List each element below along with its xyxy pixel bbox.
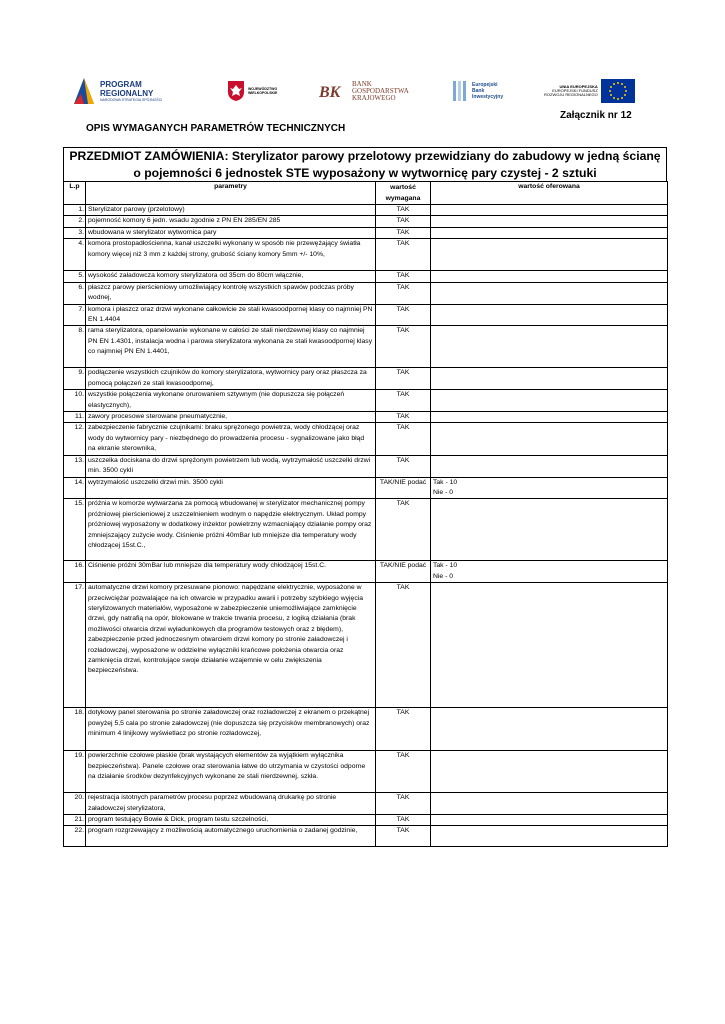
- row-offered-value[interactable]: [431, 271, 668, 282]
- row-number: 17.: [64, 583, 86, 708]
- row-required-value: TAK: [376, 412, 431, 423]
- logos-bar: [72, 72, 652, 110]
- table-row: [64, 368, 668, 390]
- row-offered-value[interactable]: [431, 368, 668, 390]
- row-offered-value[interactable]: [431, 304, 668, 326]
- table-row: [64, 583, 668, 708]
- row-parameter: rejestracja istotnych parametrów procesu poprzez wbudowaną drukarkę po stronie załadowczej sterylizatora,: [86, 793, 376, 815]
- header-required: wartość wymagana: [376, 182, 431, 205]
- row-parameter: automatyczne drzwi komory przesuwane pionowo: napędzane elektrycznie, wyposażone w przeciwciężar pozwalające na ich otwarcie w przypadku awarii i potrzeby szybkiego wyjęcia sterylizowanych materiałów, wyposażone w zabezpieczenie uniemożliwiające zamknięcie drzwi, gdy natrafią na opór, blokowane w trakcie trwania procesu, z logiką działania (brak możliwości otwarcia drzwi wyładunkowych dla programów testowych oraz z błędem), zabezpieczenie przed jednoczesnym otwarciem drzwi komory po stronie załadowczej i rozładowczej, wyposażone w oddzielne wyłączniki krańcowe położenia otwarcia oraz zamknięcia drzwi, kontrolujące swoje działanie wzajemnie w celu zwiększenia bezpieczeństwa.: [86, 583, 376, 708]
- table-row: [64, 477, 668, 499]
- wielkopolskie-logo: [227, 72, 297, 110]
- row-number: 16.: [64, 561, 86, 583]
- row-number: 3.: [64, 227, 86, 238]
- eu-flag-icon: [601, 79, 635, 103]
- row-offered-value[interactable]: [431, 583, 668, 708]
- row-parameter: Sterylizator parowy (przelotowy): [86, 205, 376, 216]
- table-row: [64, 271, 668, 282]
- program-line2: REGIONALNY: [100, 89, 154, 98]
- row-offered-value[interactable]: [431, 326, 668, 368]
- row-required-value: TAK: [376, 499, 431, 561]
- row-number: 2.: [64, 216, 86, 227]
- section-title: OPIS WYMAGANYCH PARAMETRÓW TECHNICZNYCH: [86, 123, 346, 134]
- row-required-value: TAK: [376, 271, 431, 282]
- table-row: [64, 499, 668, 561]
- row-required-value: TAK: [376, 282, 431, 304]
- requirements-section: [63, 147, 667, 847]
- row-number: 7.: [64, 304, 86, 326]
- row-required-value: TAK: [376, 708, 431, 751]
- header-lp: L.p: [64, 182, 86, 205]
- row-number: 11.: [64, 412, 86, 423]
- row-parameter: komora prostopadłościenna, kanał uszczelki wykonany w sposób nie przewężający światła komory więcej niż 3 mm z każdej strony, grubość ściany komory 5mm +/- 10%,: [86, 239, 376, 271]
- voivodeship-line2: WIELKOPOLSKIE: [248, 91, 278, 95]
- table-row: [64, 814, 668, 825]
- bgk-line1: BANK: [352, 79, 372, 88]
- row-parameter: Ciśnienie próżni 30mBar lub mniejsze dla temperatury wody chłodzącej 15st.C.: [86, 561, 376, 583]
- row-parameter: dotykowy panel sterowania po stronie załadowczej oraz rozładowczej z ekranem o przekątnej powyżej 5,5 cala po stronie załadowczej (nie dopuszcza się przycisków membranowych) oraz minimum 4 linijkowy wyświetlacz po stronie rozładowczej,: [86, 708, 376, 751]
- row-required-value: TAK/NIE podać: [376, 561, 431, 583]
- row-parameter: podłączenie wszystkich czujników do komory sterylizatora, wytwornicy pary oraz płaszcza za pomocą połączeń ze stali kwasoodpornej,: [86, 368, 376, 390]
- row-number: 22.: [64, 826, 86, 847]
- table-row: [64, 216, 668, 227]
- eib-line1: Europejski: [472, 82, 498, 88]
- requirements-table: [63, 181, 668, 847]
- row-required-value: TAK: [376, 390, 431, 412]
- bgk-monogram-icon: [318, 80, 348, 102]
- row-parameter: pojemność komory 6 jedn. wsadu zgodnie z PN EN 285/EN 285: [86, 216, 376, 227]
- row-offered-value[interactable]: [431, 282, 668, 304]
- bgk-line3: KRAJOWEGO: [352, 93, 396, 102]
- row-offered-value[interactable]: [431, 708, 668, 751]
- row-number: 14.: [64, 477, 86, 499]
- row-offered-value[interactable]: [431, 751, 668, 793]
- row-offered-value[interactable]: [431, 227, 668, 238]
- table-row: [64, 751, 668, 793]
- row-parameter: zawory procesowe sterowane pneumatycznie,: [86, 412, 376, 423]
- row-required-value: TAK: [376, 583, 431, 708]
- row-parameter: zabezpieczenie fabrycznie czujnikami: braku sprężonego powietrza, wody chłodzącej oraz wody do wytwornicy pary - niezbędnego do prowadzenia procesu - sygnalizowane jako błąd na ekranie sterownika,: [86, 423, 376, 455]
- row-number: 12.: [64, 423, 86, 455]
- row-offered-value[interactable]: [431, 826, 668, 847]
- table-row: [64, 708, 668, 751]
- row-parameter: rama sterylizatora, opanelowanie wykonane w całości ze stali nierdzewnej klasy co najmniej PN EN 1.4301, instalacja wodna i parowa sterylizatora wykonana ze stali kwasoodpornej klasy co najmniej PN EN 1.4401,: [86, 326, 376, 368]
- row-parameter: wytrzymałość uszczelki drzwi min. 3500 cykli: [86, 477, 376, 499]
- row-offered-value[interactable]: [431, 205, 668, 216]
- row-required-value: TAK: [376, 216, 431, 227]
- row-offered-value[interactable]: [431, 412, 668, 423]
- program-line1: PROGRAM: [100, 80, 142, 89]
- program-sub: NARODOWA STRATEGIA SPÓJNOŚCI: [100, 98, 163, 102]
- row-parameter: wszystkie połączenia wykonane orurowaniem sztywnym (nie dopuszcza się połączeń elastycznych),: [86, 390, 376, 412]
- table-row: [64, 793, 668, 815]
- row-offered-value[interactable]: [431, 390, 668, 412]
- row-offered-value[interactable]: [431, 423, 668, 455]
- table-header-row: [64, 182, 668, 205]
- row-required-value: TAK: [376, 326, 431, 368]
- row-required-value: TAK/NIE podać: [376, 477, 431, 499]
- subject-heading: PRZEDMIOT ZAMÓWIENIA: Sterylizator parowy przelotowy przewidziany do zabudowy w jedną ścianę o pojemności 6 jednostek STE wyposażony w wytwornicę pary czystej - 2 sztuki: [63, 147, 667, 181]
- row-parameter: wysokość załadowcza komory sterylizatora od 35cm do 80cm włącznie,: [86, 271, 376, 282]
- row-parameter: wbudowana w sterylizator wytwornica pary: [86, 227, 376, 238]
- row-parameter: program testujący Bowie & Dick, program testu szczelności,: [86, 814, 376, 825]
- row-required-value: TAK: [376, 239, 431, 271]
- table-row: [64, 412, 668, 423]
- row-number: 20.: [64, 793, 86, 815]
- row-number: 4.: [64, 239, 86, 271]
- table-row: [64, 326, 668, 368]
- row-parameter: program rozgrzewający z możliwością automatycznego uruchomienia o zadanej godzinie,: [86, 826, 376, 847]
- row-offered-value[interactable]: [431, 814, 668, 825]
- row-number: 13.: [64, 455, 86, 477]
- row-required-value: TAK: [376, 423, 431, 455]
- row-number: 21.: [64, 814, 86, 825]
- row-number: 5.: [64, 271, 86, 282]
- row-required-value: TAK: [376, 304, 431, 326]
- voivodeship-line1: WOJEWÓDZTWO: [248, 87, 278, 91]
- eu-line1: UNIA EUROPEJSKA: [559, 84, 598, 89]
- table-row: [64, 455, 668, 477]
- eib-line3: Inwestycyjny: [472, 94, 504, 100]
- row-required-value: TAK: [376, 793, 431, 815]
- table-row: [64, 239, 668, 271]
- row-number: 1.: [64, 205, 86, 216]
- row-parameter: uszczelka dociskana do drzwi sprężonym powietrzem lub wodą, wytrzymałość uszczelki drzwi min. 3500 cykli: [86, 455, 376, 477]
- annex-label: Załącznik nr 12: [560, 110, 632, 121]
- table-body: [64, 205, 668, 847]
- row-number: 10.: [64, 390, 86, 412]
- row-number: 18.: [64, 708, 86, 751]
- row-offered-value[interactable]: Tak - 10 Nie - 0: [431, 477, 668, 499]
- eib-line2: Bank: [472, 88, 485, 94]
- table-row: [64, 561, 668, 583]
- row-offered-value[interactable]: [431, 499, 668, 561]
- row-required-value: TAK: [376, 227, 431, 238]
- row-parameter: komora i płaszcz oraz drzwi wykonane całkowicie ze stali kwasoodpornej klasy co najmniej PN EN 1.4404: [86, 304, 376, 326]
- bgk-logo: [318, 72, 438, 110]
- table-row: [64, 304, 668, 326]
- row-required-value: TAK: [376, 455, 431, 477]
- header-param: parametry: [86, 182, 376, 205]
- row-number: 6.: [64, 282, 86, 304]
- header-offered: wartość oferowana: [431, 182, 668, 205]
- table-row: [64, 205, 668, 216]
- row-number: 8.: [64, 326, 86, 368]
- row-offered-value[interactable]: [431, 239, 668, 271]
- row-required-value: TAK: [376, 751, 431, 793]
- table-row: [64, 227, 668, 238]
- row-parameter: powierzchnie czołowe płaskie (brak wystających elementów za wyjątkiem wyłącznika bezpieczeństwa). Panele czołowe oraz sterowania łatwe do utrzymania w czystości odporne na działanie środków dezynfekcyjnych wykonane ze stali nierdzewnej, szkła.: [86, 751, 376, 793]
- row-number: 19.: [64, 751, 86, 793]
- program-regionalny-emblem-icon: [72, 74, 96, 108]
- table-row: [64, 826, 668, 847]
- row-required-value: TAK: [376, 368, 431, 390]
- row-offered-value[interactable]: Tak - 10 Nie - 0: [431, 561, 668, 583]
- eib-logo: [452, 72, 522, 110]
- row-offered-value[interactable]: [431, 216, 668, 227]
- row-offered-value[interactable]: [431, 455, 668, 477]
- table-row: [64, 423, 668, 455]
- row-parameter: płaszcz parowy pierścieniowy umożliwiający kontrolę wszystkich spawów podczas próby wodnej,: [86, 282, 376, 304]
- eib-bars-icon: [452, 80, 470, 102]
- row-number: 15.: [64, 499, 86, 561]
- bgk-line2: GOSPODARSTWA: [352, 86, 409, 95]
- row-required-value: TAK: [376, 205, 431, 216]
- eu-logo: [544, 72, 652, 110]
- eu-line3: ROZWOJU REGIONALNEGO: [544, 92, 598, 97]
- row-parameter: próżnia w komorze wytwarzana za pomocą wbudowanej w sterylizator mechanicznej pompy próżniowej pierścieniowej z uszczelnieniem wodnym o napędzie elektrycznym. Układ pompy próżniowej wyposażony w dodatkowy inżektor powietrzny wzmacniający działanie pompy oraz zmniejszający zużycie wody. Ciśnienie próżni 40mBar lub mniejsze dla temperatury wody chłodzącej 15st.C.,: [86, 499, 376, 561]
- table-row: [64, 390, 668, 412]
- row-number: 9.: [64, 368, 86, 390]
- row-offered-value[interactable]: [431, 793, 668, 815]
- eu-line2: EUROPEJSKI FUNDUSZ: [552, 88, 598, 93]
- row-required-value: TAK: [376, 826, 431, 847]
- eagle-shield-icon: [227, 80, 245, 102]
- row-required-value: TAK: [376, 814, 431, 825]
- table-row: [64, 282, 668, 304]
- program-regionalny-logo: [72, 72, 192, 110]
- svg-text:BK: BK: [319, 84, 341, 101]
